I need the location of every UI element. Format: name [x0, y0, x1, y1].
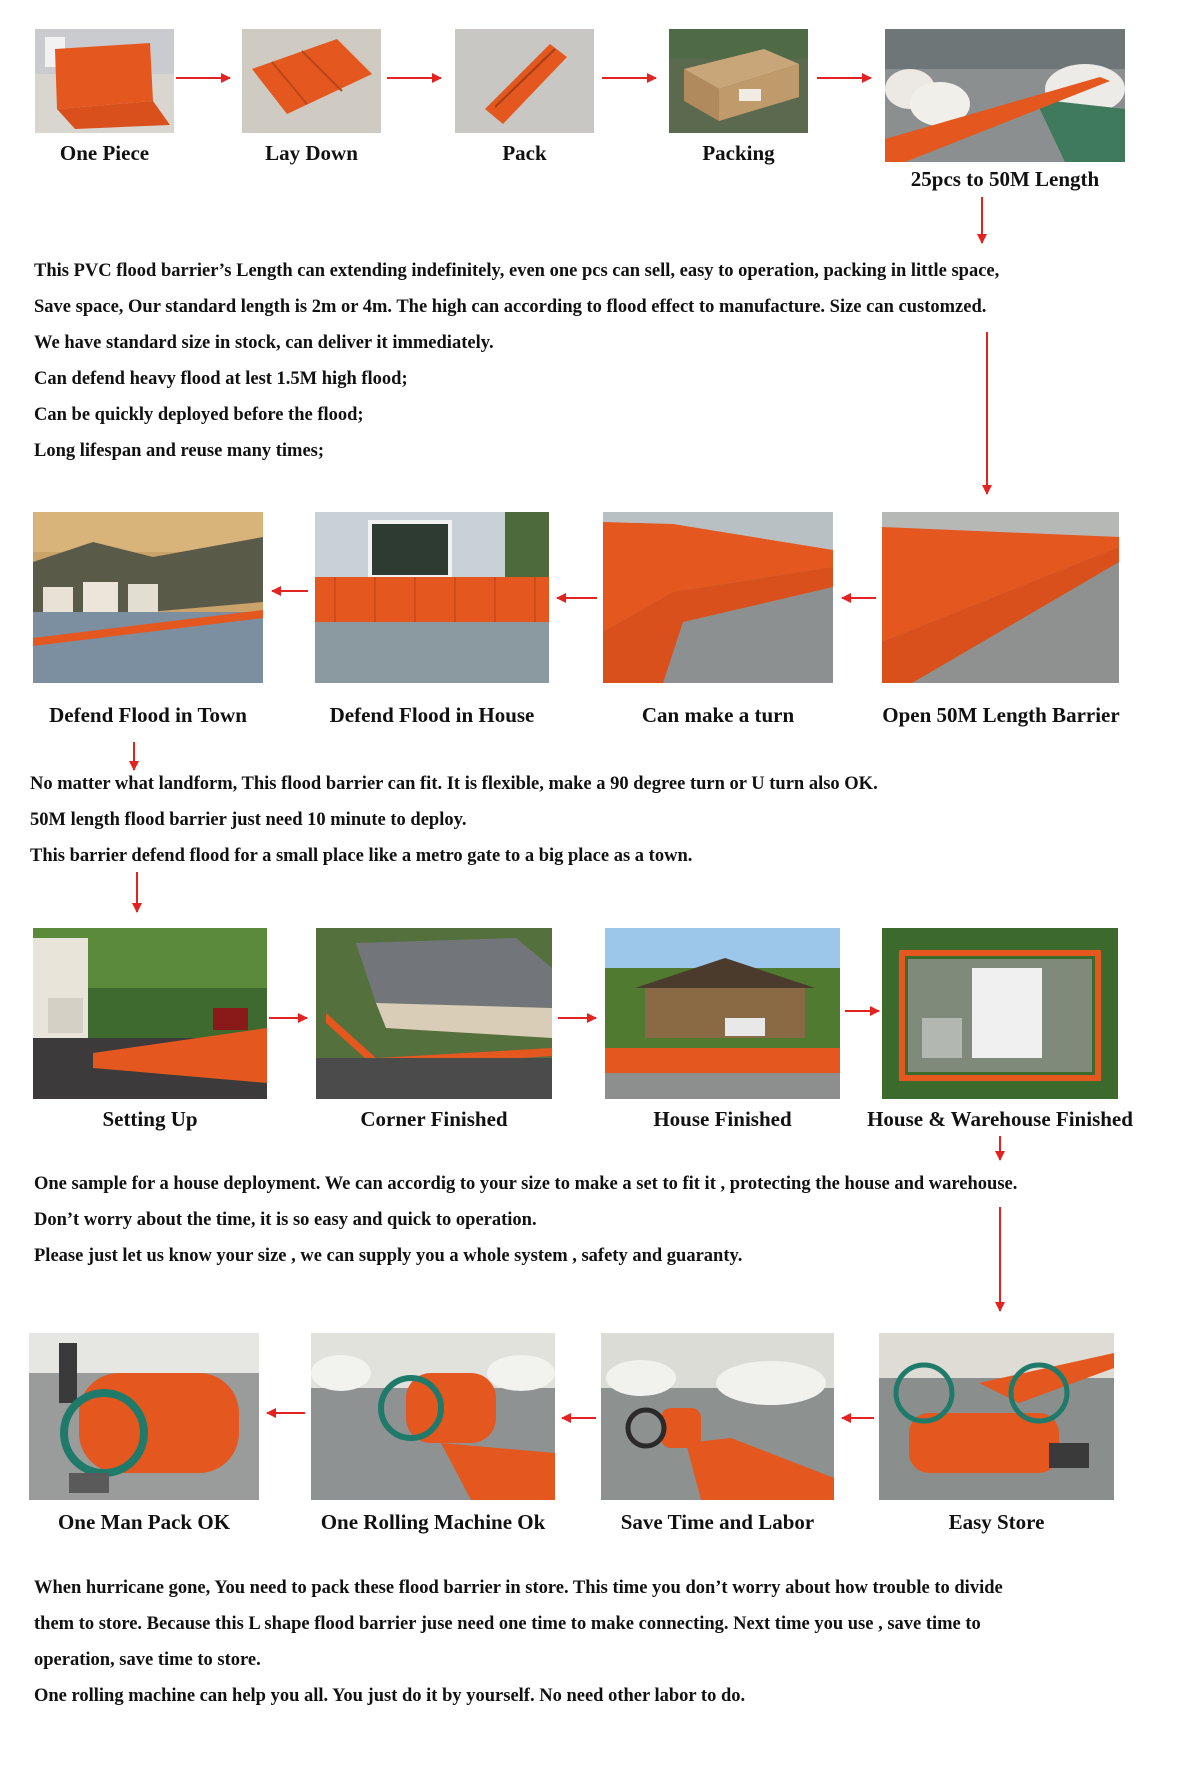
photo-pack	[455, 29, 594, 133]
photo-house-finished	[605, 928, 840, 1099]
arrow-right-icon	[385, 71, 445, 85]
para2-line: 50M length flood barrier just need 10 minute to deploy.	[30, 810, 467, 830]
para1-line: Save space, Our standard length is 2m or 4m. The high can according to flood effect to manufacture. Size can customzed.	[34, 297, 987, 317]
caption-setting-up: Setting Up	[102, 1107, 198, 1131]
photo-easy-store	[879, 1333, 1114, 1500]
arrow-down-icon	[993, 1134, 1007, 1164]
caption-easy-store: Easy Store	[948, 1510, 1045, 1534]
arrow-down-icon	[975, 195, 989, 247]
arrow-left-icon	[558, 1411, 598, 1425]
para1-line: Can be quickly deployed before the flood;	[34, 405, 364, 425]
photo-setting-up	[33, 928, 267, 1099]
caption-defend-town: Defend Flood in Town	[49, 703, 247, 727]
photo-lay-down	[242, 29, 381, 133]
para4-line: One rolling machine can help you all. You just do it by yourself. No need other labor to do.	[34, 1686, 746, 1706]
arrow-right-icon	[174, 71, 234, 85]
photo-defend-house	[315, 512, 549, 683]
photo-house-warehouse	[882, 928, 1118, 1099]
para2-line: No matter what landform, This flood barrier can fit. It is flexible, make a 90 degree turn or U turn also OK.	[30, 774, 878, 794]
para4-line: When hurricane gone, You need to pack these flood barrier in store. This time you don’t worry about how trouble to divide	[34, 1578, 1003, 1598]
photo-25pcs	[885, 29, 1125, 162]
arrow-left-icon	[838, 1411, 876, 1425]
caption-house-warehouse: House & Warehouse Finished	[867, 1107, 1133, 1131]
photo-one-man-pack	[29, 1333, 259, 1500]
caption-corner-finished: Corner Finished	[360, 1107, 508, 1131]
arrow-right-icon	[556, 1011, 600, 1025]
para4-line: operation, save time to store.	[34, 1650, 261, 1670]
caption-one-piece: One Piece	[59, 141, 150, 165]
photo-corner-finished	[316, 928, 552, 1099]
para4-line: them to store. Because this L shape flood barrier juse need one time to make connecting. Next time you use , save time to	[34, 1614, 981, 1634]
photo-open-50m	[882, 512, 1119, 683]
para1-line: Long lifespan and reuse many times;	[34, 441, 325, 461]
caption-make-turn: Can make a turn	[641, 703, 795, 727]
arrow-left-icon	[838, 591, 878, 605]
arrow-right-icon	[843, 1004, 883, 1018]
caption-defend-house: Defend Flood in House	[329, 703, 535, 727]
arrow-right-icon	[815, 71, 875, 85]
caption-25pcs: 25pcs to 50M Length	[910, 167, 1100, 191]
caption-open-50m: Open 50M Length Barrier	[882, 703, 1120, 727]
para2-line: This barrier defend flood for a small place like a metro gate to a big place as a town.	[30, 846, 693, 866]
photo-packing	[669, 29, 808, 133]
para3-line: Please just let us know your size , we can supply you a whole system , safety and guaranty.	[34, 1246, 743, 1266]
caption-house-finished: House Finished	[653, 1107, 792, 1131]
arrow-down-icon	[130, 870, 144, 916]
para3-line: One sample for a house deployment. We can accordig to your size to make a set to fit it , protecting the house and warehouse.	[34, 1174, 1018, 1194]
arrow-right-icon	[267, 1011, 311, 1025]
caption-packing: Packing	[702, 141, 775, 165]
caption-pack: Pack	[502, 141, 547, 165]
photo-make-turn	[603, 512, 833, 683]
photo-rolling-machine	[311, 1333, 555, 1500]
caption-lay-down: Lay Down	[265, 141, 358, 165]
para3-line: Don’t worry about the time, it is so easy and quick to operation.	[34, 1210, 537, 1230]
photo-defend-town	[33, 512, 263, 683]
photo-save-time	[601, 1333, 834, 1500]
para1-line: We have standard size in stock, can deliver it immediately.	[34, 333, 494, 353]
arrow-down-icon	[980, 330, 994, 498]
arrow-right-icon	[600, 71, 660, 85]
arrow-left-icon	[268, 584, 310, 598]
photo-one-piece	[35, 29, 174, 133]
para1-line: Can defend heavy flood at lest 1.5M high flood;	[34, 369, 408, 389]
caption-one-man-pack: One Man Pack OK	[57, 1510, 231, 1534]
caption-rolling-machine: One Rolling Machine Ok	[320, 1510, 546, 1534]
arrow-left-icon	[553, 591, 599, 605]
para1-line: This PVC flood barrier’s Length can extending indefinitely, even one pcs can sell, easy to operation, packing in little space,	[34, 261, 1000, 281]
caption-save-time: Save Time and Labor	[620, 1510, 815, 1534]
arrow-down-icon	[993, 1205, 1007, 1315]
arrow-left-icon	[263, 1406, 307, 1420]
